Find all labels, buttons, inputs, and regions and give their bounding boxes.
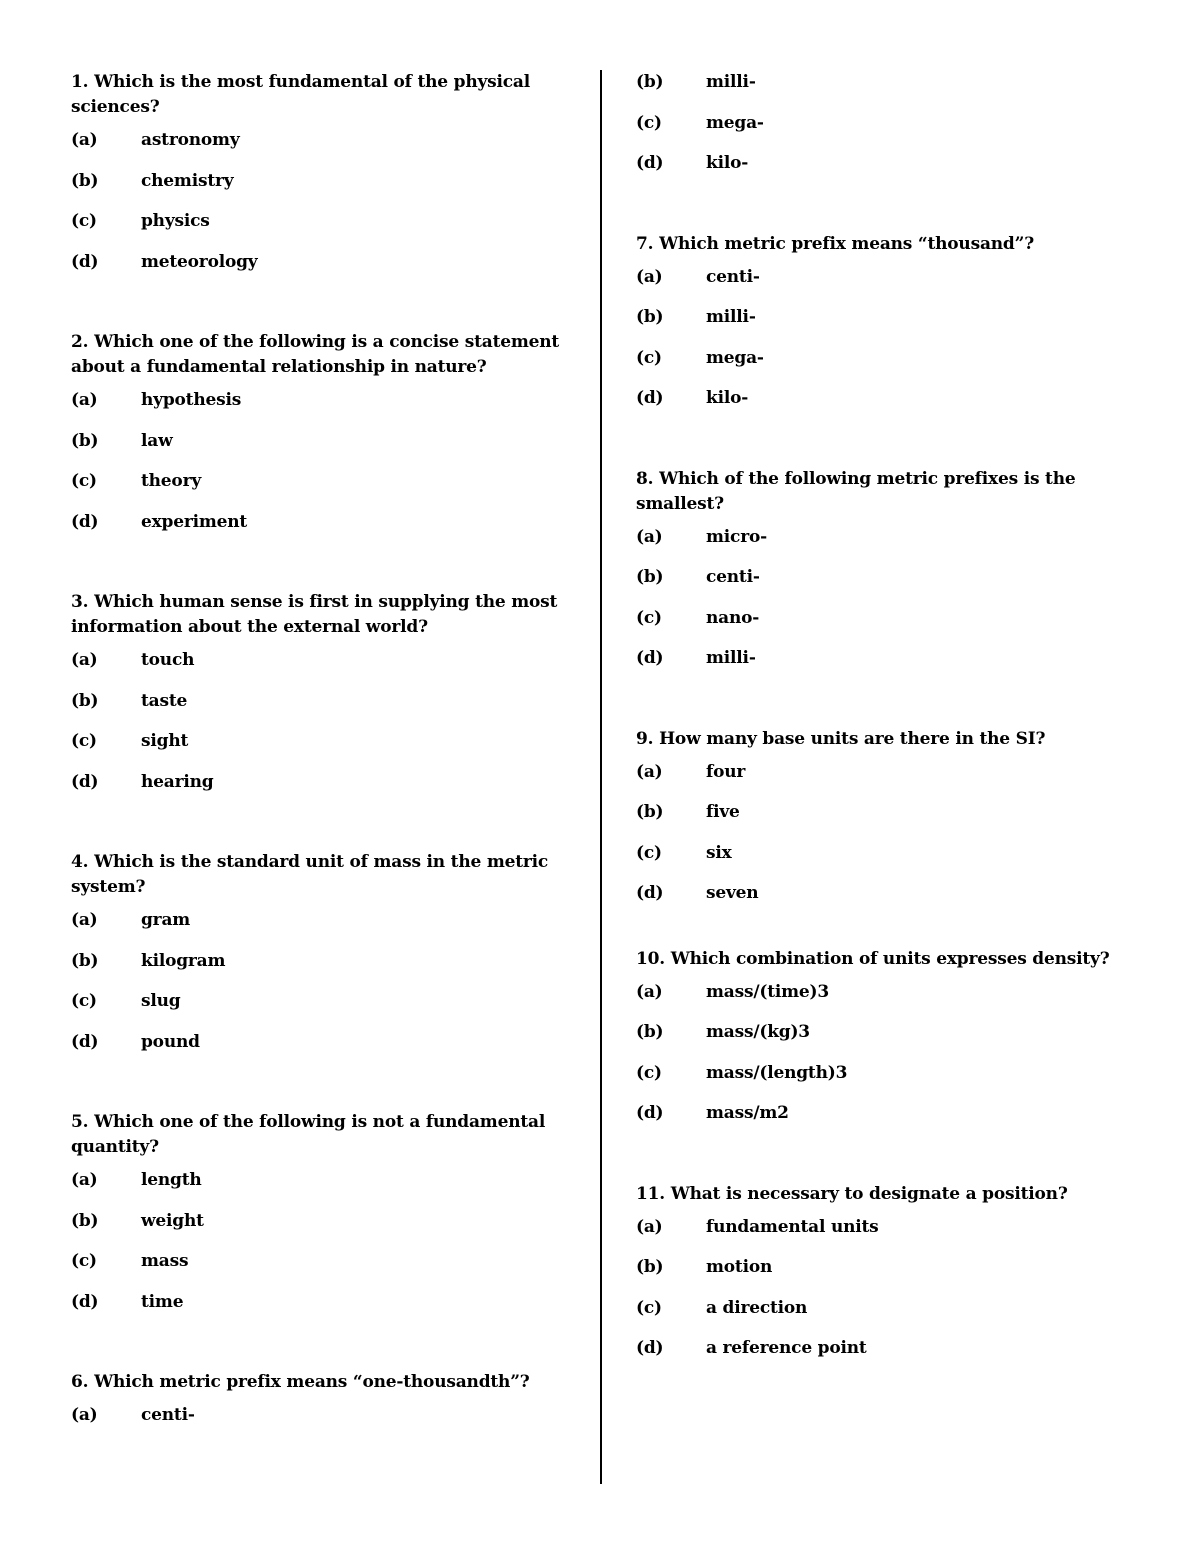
question-4 <box>71 850 561 1070</box>
right-column <box>636 70 1126 1377</box>
option-letter: (c) <box>636 347 662 368</box>
answer-option-b[interactable] <box>71 689 561 730</box>
answer-option-a[interactable] <box>636 760 1126 801</box>
column-divider <box>600 70 602 1484</box>
option-text: experiment <box>141 511 248 532</box>
option-text: mass/(kg)3 <box>706 1022 810 1042</box>
option-letter: (a) <box>636 1216 663 1237</box>
option-letter: (c) <box>71 471 97 491</box>
answer-option-d[interactable] <box>71 1290 561 1331</box>
option-text: mega- <box>706 347 764 368</box>
option-letter: (a) <box>636 981 663 1002</box>
option-letter: (b) <box>71 430 99 451</box>
option-text: meteorology <box>141 251 258 272</box>
answer-option-c[interactable] <box>636 1061 1126 1102</box>
option-text: length <box>141 1170 202 1190</box>
option-text: micro- <box>706 526 767 547</box>
question-6 <box>71 1370 561 1444</box>
option-text: theory <box>141 471 202 491</box>
answer-option-c[interactable] <box>71 1249 561 1290</box>
left-column <box>71 70 561 1444</box>
option-text: milli- <box>706 648 756 668</box>
answer-option-d[interactable] <box>71 1030 561 1071</box>
option-letter: (a) <box>636 266 663 287</box>
question-11 <box>636 1182 1126 1377</box>
answer-option-a[interactable] <box>636 265 1126 306</box>
answer-option-a[interactable] <box>71 1168 561 1209</box>
question-stem: 9. How many base units are there in the SI? <box>636 728 1046 749</box>
question-8 <box>636 467 1126 687</box>
answer-option-a[interactable] <box>71 388 561 429</box>
option-letter: (c) <box>636 1297 662 1318</box>
option-text: mass/m2 <box>706 1103 789 1123</box>
option-text: hearing <box>141 771 214 792</box>
option-letter: (c) <box>71 991 97 1011</box>
option-letter: (b) <box>636 567 664 587</box>
answer-option-a[interactable] <box>71 128 561 169</box>
option-text: motion <box>706 1257 773 1277</box>
question-5 <box>71 1110 561 1330</box>
option-letter: (d) <box>636 153 664 173</box>
question-stem: 8. Which of the following metric prefixes is the smallest? <box>636 468 1076 514</box>
answer-option-d[interactable] <box>636 151 1126 192</box>
answer-option-b[interactable] <box>71 1209 561 1250</box>
option-text: nano- <box>706 607 760 628</box>
option-text: seven <box>706 883 759 903</box>
option-text: astronomy <box>141 130 240 150</box>
question-stem: 4. Which is the standard unit of mass in the metric system? <box>71 852 549 897</box>
option-letter: (c) <box>636 842 662 863</box>
answer-option-b[interactable] <box>636 70 1126 111</box>
option-text: time <box>141 1291 184 1312</box>
question-stem: 5. Which one of the following is not a fundamental quantity? <box>71 1112 546 1157</box>
option-letter: (d) <box>71 771 99 792</box>
option-letter: (d) <box>636 1338 664 1358</box>
option-letter: (d) <box>71 1291 99 1312</box>
question-6-continued <box>636 70 1126 192</box>
answer-option-d[interactable] <box>636 1336 1126 1377</box>
answer-option-c[interactable] <box>636 111 1126 152</box>
option-text: a direction <box>706 1297 808 1318</box>
answer-option-c[interactable] <box>636 1296 1126 1337</box>
option-text: mass/(length)3 <box>706 1062 848 1083</box>
question-stem: 2. Which one of the following is a concise statement about a fundamental relationship in nature? <box>71 332 560 377</box>
option-text: a reference point <box>706 1338 867 1358</box>
answer-option-b[interactable] <box>636 565 1126 606</box>
option-text: kilo- <box>706 153 749 173</box>
option-text: mega- <box>706 112 764 133</box>
answer-option-b[interactable] <box>71 949 561 990</box>
option-text: fundamental units <box>706 1216 879 1237</box>
option-letter: (d) <box>636 1103 664 1123</box>
answer-option-a[interactable] <box>636 980 1126 1021</box>
option-text: sight <box>141 731 189 751</box>
answer-option-c[interactable] <box>636 346 1126 387</box>
answer-option-b[interactable] <box>636 1255 1126 1296</box>
option-letter: (d) <box>636 883 664 903</box>
option-text: weight <box>141 1210 204 1231</box>
option-text: centi- <box>141 1405 195 1425</box>
option-letter: (a) <box>71 650 98 670</box>
answer-option-c[interactable] <box>71 469 561 510</box>
option-text: physics <box>141 211 210 231</box>
option-text: mass/(time)3 <box>706 981 829 1002</box>
option-letter: (c) <box>71 1251 97 1271</box>
answer-option-d[interactable] <box>636 881 1126 922</box>
option-letter: (b) <box>71 690 99 711</box>
question-7 <box>636 232 1126 427</box>
question-10 <box>636 947 1126 1142</box>
option-letter: (a) <box>71 910 98 930</box>
answer-option-a[interactable] <box>71 908 561 949</box>
option-letter: (d) <box>636 648 664 668</box>
answer-option-c[interactable] <box>71 989 561 1030</box>
option-letter: (b) <box>636 802 664 822</box>
answer-option-a[interactable] <box>71 648 561 689</box>
answer-option-b[interactable] <box>71 169 561 210</box>
question-stem: 10. Which combination of units expresses density? <box>636 948 1110 969</box>
answer-option-d[interactable] <box>71 770 561 811</box>
question-stem: 6. Which metric prefix means “one-thousandth”? <box>71 1372 530 1392</box>
option-letter: (a) <box>636 526 663 547</box>
option-letter: (d) <box>71 251 99 272</box>
option-letter: (c) <box>636 1062 662 1083</box>
option-text: centi- <box>706 266 760 287</box>
option-text: touch <box>141 650 195 670</box>
option-text: chemistry <box>141 170 234 191</box>
option-letter: (b) <box>71 1210 99 1231</box>
option-text: milli- <box>706 307 756 327</box>
answer-option-c[interactable] <box>71 729 561 770</box>
option-letter: (c) <box>71 211 97 231</box>
answer-option-d[interactable] <box>71 250 561 291</box>
question-2 <box>71 330 561 550</box>
option-text: hypothesis <box>141 390 242 410</box>
option-letter: (a) <box>71 390 98 410</box>
option-text: milli- <box>706 72 756 92</box>
answer-option-a[interactable] <box>636 525 1126 566</box>
answer-option-a[interactable] <box>636 1215 1126 1256</box>
option-letter: (b) <box>636 72 664 92</box>
option-letter: (c) <box>71 731 97 751</box>
option-text: five <box>706 802 740 822</box>
question-stem: 3. Which human sense is first in supplying the most information about the external world? <box>71 592 558 637</box>
option-letter: (b) <box>636 1022 664 1042</box>
option-letter: (c) <box>636 112 662 133</box>
option-letter: (a) <box>71 1405 98 1425</box>
option-letter: (b) <box>636 307 664 327</box>
question-stem: 11. What is necessary to designate a position? <box>636 1183 1068 1204</box>
option-text: four <box>706 761 746 782</box>
option-text: kilogram <box>141 950 226 971</box>
option-letter: (a) <box>71 1170 98 1190</box>
option-letter: (b) <box>636 1257 664 1277</box>
option-letter: (b) <box>71 950 99 971</box>
option-text: centi- <box>706 567 760 587</box>
answer-option-b[interactable] <box>636 1020 1126 1061</box>
option-letter: (d) <box>71 511 99 532</box>
answer-option-d[interactable] <box>71 510 561 551</box>
option-letter: (d) <box>636 388 664 408</box>
answer-option-d[interactable] <box>636 386 1126 427</box>
answer-option-b[interactable] <box>636 305 1126 346</box>
answer-option-a[interactable] <box>71 1403 561 1444</box>
option-text: six <box>706 842 732 863</box>
option-letter: (d) <box>71 1031 99 1052</box>
answer-option-c[interactable] <box>71 209 561 250</box>
answer-option-d[interactable] <box>636 646 1126 687</box>
option-letter: (a) <box>636 761 663 782</box>
option-text: taste <box>141 690 188 711</box>
option-letter: (b) <box>71 170 99 191</box>
answer-option-d[interactable] <box>636 1101 1126 1142</box>
option-text: kilo- <box>706 388 749 408</box>
question-stem: 1. Which is the most fundamental of the physical sciences? <box>71 72 531 117</box>
question-9 <box>636 727 1126 922</box>
option-text: mass <box>141 1251 189 1271</box>
answer-option-c[interactable] <box>636 606 1126 647</box>
question-3 <box>71 590 561 810</box>
option-text: law <box>141 430 173 451</box>
option-text: pound <box>141 1031 200 1052</box>
option-letter: (c) <box>636 607 662 628</box>
answer-option-b[interactable] <box>636 800 1126 841</box>
option-letter: (a) <box>71 130 98 150</box>
answer-option-b[interactable] <box>71 429 561 470</box>
option-text: slug <box>141 991 181 1011</box>
question-stem: 7. Which metric prefix means “thousand”? <box>636 233 1034 254</box>
question-1 <box>71 70 561 290</box>
option-text: gram <box>141 910 191 930</box>
answer-option-c[interactable] <box>636 841 1126 882</box>
